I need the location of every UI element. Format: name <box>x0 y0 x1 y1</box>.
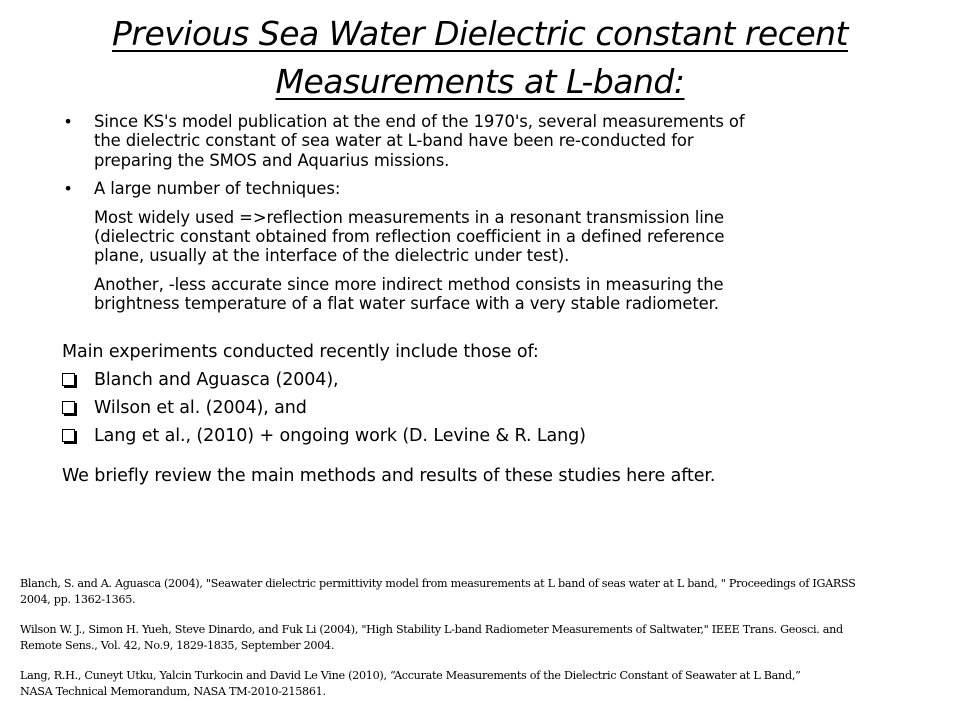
indented-paragraph <box>62 275 882 314</box>
experiments-intro: Main experiments conducted recently include those of: <box>62 341 539 362</box>
slide-title-line-1: Previous Sea Water Dielectric constant recent <box>112 14 848 53</box>
checkbox-bullet-icon <box>62 429 75 442</box>
experiments-list <box>62 370 882 446</box>
indented-paragraph <box>62 208 882 266</box>
experiment-label: Blanch and Aguasca (2004), <box>94 369 339 390</box>
experiment-label: Lang et al., (2010) + ongoing work (D. Levine & R. Lang) <box>94 425 586 446</box>
text-line: Another, -less accurate since more indirect method consists in measuring the <box>94 274 724 294</box>
experiment-item <box>62 370 882 390</box>
reference-line: Remote Sens., Vol. 42, No.9, 1829-1835, September 2004. <box>20 638 335 652</box>
text-line: preparing the SMOS and Aquarius missions. <box>94 150 450 170</box>
bullet-dot-icon: • <box>63 112 73 131</box>
slide-title-line-2: Measurements at L-band: <box>275 62 685 101</box>
references <box>20 576 940 714</box>
reference-entry <box>20 576 940 607</box>
reference-line: Wilson W. J., Simon H. Yueh, Steve Dinardo, and Fuk Li (2004), "High Stability L-band Radiometer Measurements of Saltwater," IEEE Trans. Geosci. and <box>20 623 843 636</box>
text-line: A large number of techniques: <box>94 179 341 199</box>
reference-line: Lang, R.H., Cuneyt Utku, Yalcin Turkocin and David Le Vine (2010), “Accurate Measurements of the Dielectric Constant of Seawater at L Band,” <box>20 669 801 682</box>
text-line: the dielectric constant of sea water at L-band have been re-conducted for <box>94 131 694 151</box>
slide-body <box>62 112 882 486</box>
closing-statement: We briefly review the main methods and results of these studies here after. <box>62 465 716 486</box>
checkbox-bullet-icon <box>62 373 75 386</box>
text-line: (dielectric constant obtained from reflection coefficient in a defined reference <box>94 227 725 247</box>
experiment-item <box>62 398 882 418</box>
experiment-label: Wilson et al. (2004), and <box>94 397 307 418</box>
bullet-paragraph <box>62 112 882 170</box>
text-line: plane, usually at the interface of the dielectric under test). <box>94 246 570 266</box>
text-line: brightness temperature of a flat water surface with a very stable radiometer. <box>94 294 719 314</box>
reference-line: Blanch, S. and A. Aguasca (2004), "Seawater dielectric permittivity model from measurements at L band of seas water at L band, " Proceedings of IGARSS <box>20 577 856 590</box>
bullet-dot-icon: • <box>63 179 73 199</box>
text-line: Most widely used =>reflection measurements in a resonant transmission line <box>94 207 724 227</box>
reference-line: 2004, pp. 1362-1365. <box>20 592 136 606</box>
reference-line: NASA Technical Memorandum, NASA TM-2010-215861. <box>20 684 326 698</box>
reference-entry <box>20 622 940 653</box>
checkbox-bullet-icon <box>62 401 75 414</box>
bullet-paragraph <box>62 179 882 198</box>
slide-title <box>40 10 920 106</box>
text-line: Since KS's model publication at the end of the 1970's, several measurements of <box>94 112 745 131</box>
reference-entry <box>20 668 940 699</box>
experiment-item <box>62 426 882 446</box>
